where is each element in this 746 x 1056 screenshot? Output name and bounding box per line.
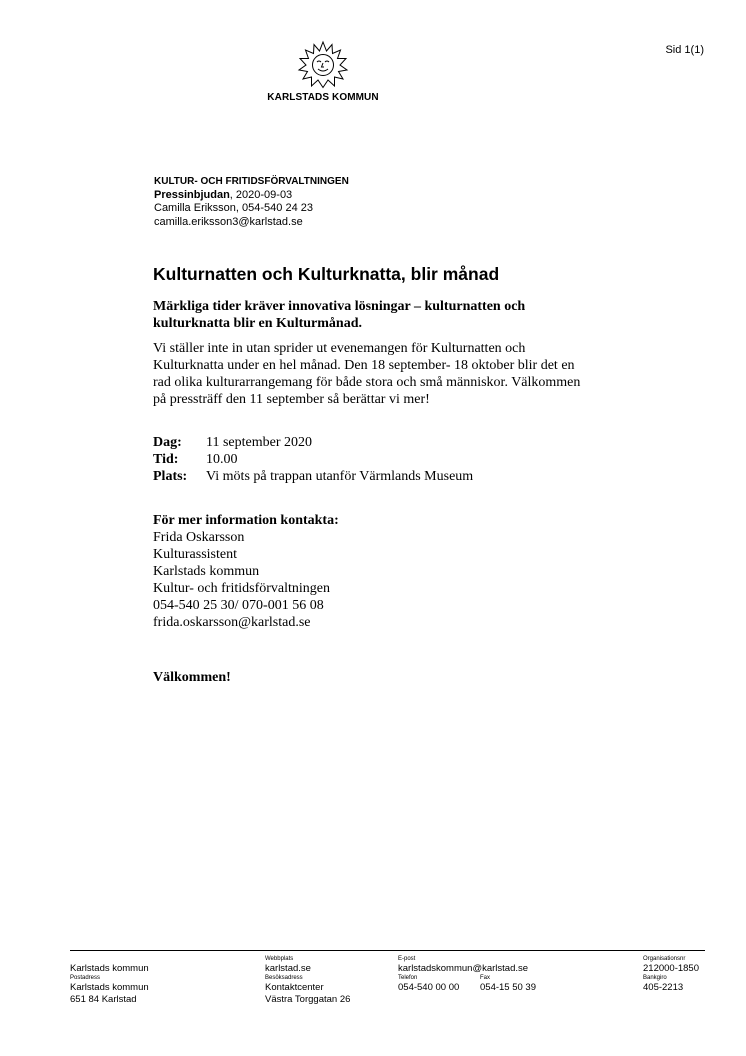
footer-postal-line2: 651 84 Karlstad (70, 994, 137, 1005)
doc-date: , 2020-09-03 (229, 188, 293, 201)
event-day-value: 11 september 2020 (206, 435, 313, 450)
footer-col-org (70, 956, 149, 1006)
body-line: Vi ställer inte in utan sprider ut evenemangen för Kulturnatten och (153, 341, 526, 356)
headline: Kulturnatten och Kulturknatta, blir månad (153, 264, 500, 284)
contact-department: Kultur- och fritidsförvaltningen (153, 581, 331, 596)
footer-phone-label: Telefon (398, 975, 418, 981)
lede-line: kulturknatta blir en Kulturmånad. (153, 316, 363, 331)
event-info (153, 434, 473, 485)
contact-title: Kulturassistent (153, 547, 237, 562)
sender-email[interactable]: camilla.eriksson3@karlstad.se (154, 215, 303, 228)
lede (153, 298, 623, 332)
contact-name: Frida Oskarsson (153, 530, 245, 545)
body-line: rad olika kulturarrangemang för både stora och små människor. Välkommen (153, 375, 581, 390)
footer-email-value[interactable]: karlstadskommun@karlstad.se (398, 963, 529, 974)
footer-col-web (265, 956, 350, 1006)
footer-col-orgnr (643, 956, 699, 994)
footer-phone-value: 054-540 00 00 (398, 982, 460, 993)
footer-fax-label: Fax (480, 975, 491, 981)
event-time-row (153, 451, 473, 468)
event-time-value: 10.00 (206, 452, 238, 467)
footer-visit-line2: Västra Torggatan 26 (265, 994, 351, 1005)
org-name: KARLSTADS KOMMUN (267, 92, 379, 103)
body-paragraph (153, 340, 623, 408)
footer-bankgiro-label: Bankgiro (643, 975, 667, 981)
event-place-value: Vi möts på trappan utanför Värmlands Museum (206, 469, 474, 484)
footer-divider (70, 950, 705, 951)
footer-visit-line1: Kontaktcenter (265, 982, 324, 993)
body-line: Kulturknatta under en hel månad. Den 18 september- 18 oktober blir det en (153, 358, 575, 373)
footer-postal-line1: Karlstads kommun (70, 982, 149, 993)
footer-visit-label: Besöksadress (265, 975, 303, 981)
footer-col-fax (480, 975, 536, 994)
lede-line: Märkliga tider kräver innovativa lösningar – kulturnatten och (153, 299, 526, 314)
header-block (154, 175, 349, 229)
footer-web-label: Webbplats (265, 956, 294, 962)
footer-email-label: E-post (398, 956, 416, 962)
footer-orgnr-label: Organisationsnr (643, 956, 686, 962)
contact-org: Karlstads kommun (153, 564, 260, 579)
welcome-text: Välkommen! (153, 670, 231, 685)
contact-email[interactable]: frida.oskarsson@karlstad.se (153, 615, 311, 630)
contact-phone: 054-540 25 30/ 070-001 56 08 (153, 598, 324, 613)
event-place-row (153, 468, 473, 485)
doc-type-line (154, 189, 349, 203)
event-day-row (153, 434, 473, 451)
event-place-label: Plats: (153, 469, 188, 484)
footer-web-value[interactable]: karlstad.se (265, 963, 311, 974)
doc-type: Pressinbjudan (154, 188, 230, 201)
event-day-label: Dag: (153, 435, 182, 450)
sun-logo-icon (296, 40, 350, 90)
page-number: Sid 1(1) (665, 44, 704, 56)
sender-contact: Camilla Eriksson, 054-540 24 23 (154, 202, 313, 214)
footer-postal-label: Postadress (70, 975, 101, 981)
department-name: KULTUR- OCH FRITIDSFÖRVALTNINGEN (154, 176, 349, 187)
footer-org-name: Karlstads kommun (70, 963, 149, 974)
contact-block (153, 512, 339, 631)
footer-orgnr-value: 212000-1850 (643, 963, 699, 974)
contact-heading: För mer information kontakta: (153, 513, 339, 528)
footer-fax-value: 054-15 50 39 (480, 982, 536, 993)
event-time-label: Tid: (153, 452, 179, 467)
body-line: på pressträff den 11 september så berättar vi mer! (153, 392, 430, 407)
footer-bankgiro-value: 405-2213 (643, 982, 684, 993)
